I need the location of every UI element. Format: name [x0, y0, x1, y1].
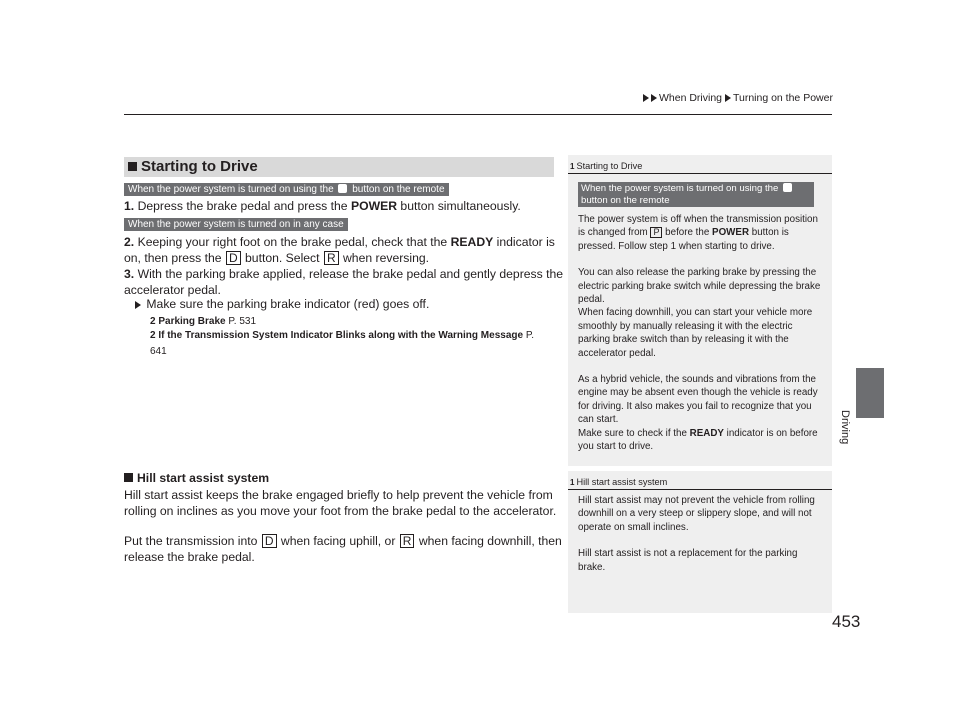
page-number: 453: [832, 612, 861, 631]
reference-icon: 2: [150, 330, 156, 341]
note-text: The power system is off when the transmission position is changed from: [578, 214, 818, 239]
breadcrumb-arrow-icon: [643, 94, 649, 102]
reference-title: Parking Brake: [158, 316, 226, 327]
note-text: indicator is on before you start to drive.: [578, 427, 818, 453]
header-divider: [124, 114, 832, 115]
note-paragraph: [578, 213, 823, 253]
section-tab: [856, 368, 884, 418]
paragraph: Hill start assist keeps the brake engaged briefly to help prevent the vehicle from rolling on inclines as you move your foot from the brake pedal to the accelerator.: [124, 488, 557, 518]
step-bold: READY: [450, 235, 494, 249]
paragraph-text: Put the transmission into: [124, 534, 261, 548]
reference-link[interactable]: [150, 328, 550, 360]
reference-link[interactable]: [150, 316, 256, 327]
note-text: before the: [662, 227, 713, 239]
step-text: button. Select: [241, 251, 323, 265]
gear-key: P: [650, 227, 662, 238]
note-title: [568, 471, 832, 490]
remote-button-icon: [783, 183, 792, 192]
breadcrumb: [643, 92, 833, 104]
note-paragraph: When facing downhill, you can start your vehicle more smoothly by manually releasing it with the electric parking brake switch than by releasing it with the accelerator pedal.: [578, 307, 813, 359]
step-text: Keeping your right foot on the brake pedal, check that the: [137, 235, 451, 249]
section-title: Starting to Drive: [141, 158, 258, 175]
note-title: [568, 155, 832, 174]
paragraph: [124, 533, 564, 565]
any-case-tag: When the power system is turned on in any case: [124, 218, 348, 231]
note-marker-icon: 1: [570, 162, 575, 171]
tag-text: When the power system is turned on using the: [128, 184, 334, 195]
tag-text: When the power system is turned on using the: [581, 183, 779, 194]
step-number: 3.: [124, 267, 135, 281]
bullet-text: Make sure the parking brake indicator (red) goes off.: [146, 297, 430, 311]
note-title-text: Hill start assist system: [576, 477, 668, 487]
breadcrumb-item: Turning on the Power: [732, 92, 833, 104]
side-note: [568, 471, 832, 613]
step-text: Depress the brake pedal and press the: [137, 199, 351, 213]
reference-page: P. 531: [228, 316, 257, 327]
note-body: [568, 494, 823, 574]
paragraph-text: when facing downhill, then release the brake pedal.: [124, 534, 562, 564]
subsection-title: Hill start assist system: [137, 471, 270, 485]
note-paragraph: Hill start assist may not prevent the vehicle from rolling downhill on a very steep or slippery slope, and will not operate on small inclines.: [578, 495, 815, 533]
section-heading: [124, 157, 554, 177]
subsection-heading: [124, 471, 269, 485]
step-text: indicator is on, then press the: [124, 235, 555, 265]
remote-tag: [578, 182, 814, 207]
note-title-text: Starting to Drive: [576, 161, 643, 171]
note-paragraph: You can also release the parking brake by pressing the electric parking brake switch while depressing the brake pedal.: [578, 267, 821, 306]
tag-text: button on the remote: [352, 184, 445, 195]
remote-button-icon: [338, 184, 347, 193]
square-bullet-icon: [128, 162, 137, 171]
side-note: [568, 155, 832, 466]
gear-key: R: [324, 251, 339, 265]
step-3: [124, 266, 564, 298]
reference-page: P. 641: [150, 330, 534, 357]
step-bold: POWER: [350, 199, 398, 213]
bullet-arrow-icon: [135, 301, 141, 309]
step-number: 2.: [124, 235, 135, 249]
note-bold: POWER: [712, 227, 750, 239]
bullet-note: [135, 296, 555, 312]
step-1: [124, 198, 554, 214]
gear-key: R: [400, 534, 415, 548]
note-paragraph: Hill start assist is not a replacement for the parking brake.: [578, 548, 798, 573]
reference-icon: 2: [150, 316, 156, 327]
gear-key: D: [262, 534, 277, 548]
tag-text: button on the remote: [581, 194, 670, 206]
step-text: button simultaneously.: [397, 199, 521, 213]
gear-key: D: [226, 251, 241, 265]
remote-tag: [124, 183, 449, 196]
breadcrumb-arrow-icon: [725, 94, 731, 102]
section-label: Driving: [839, 410, 851, 445]
step-text: With the parking brake applied, release the brake pedal and gently depress the accelerator pedal.: [124, 267, 564, 297]
step-text: when reversing.: [339, 251, 430, 265]
reference-title: If the Transmission System Indicator Blinks along with the Warning Message: [158, 330, 524, 341]
note-bold: READY: [689, 427, 724, 439]
step-number: 1.: [124, 199, 135, 213]
breadcrumb-arrow-icon: [651, 94, 657, 102]
note-body: [568, 213, 823, 454]
note-paragraph: As a hybrid vehicle, the sounds and vibrations from the engine may be absent even though the vehicle is ready for driving. It also makes you fail to recognize that you can start.: [578, 374, 818, 426]
note-text: button is pressed. Follow step 1 when starting to drive.: [578, 227, 789, 252]
note-marker-icon: 1: [570, 478, 575, 487]
note-text: Make sure to check if the: [578, 427, 690, 439]
breadcrumb-item: When Driving: [659, 92, 723, 104]
paragraph-text: when facing uphill, or: [277, 534, 399, 548]
note-paragraph: [578, 427, 823, 454]
step-2: [124, 234, 564, 266]
square-bullet-icon: [124, 473, 133, 482]
